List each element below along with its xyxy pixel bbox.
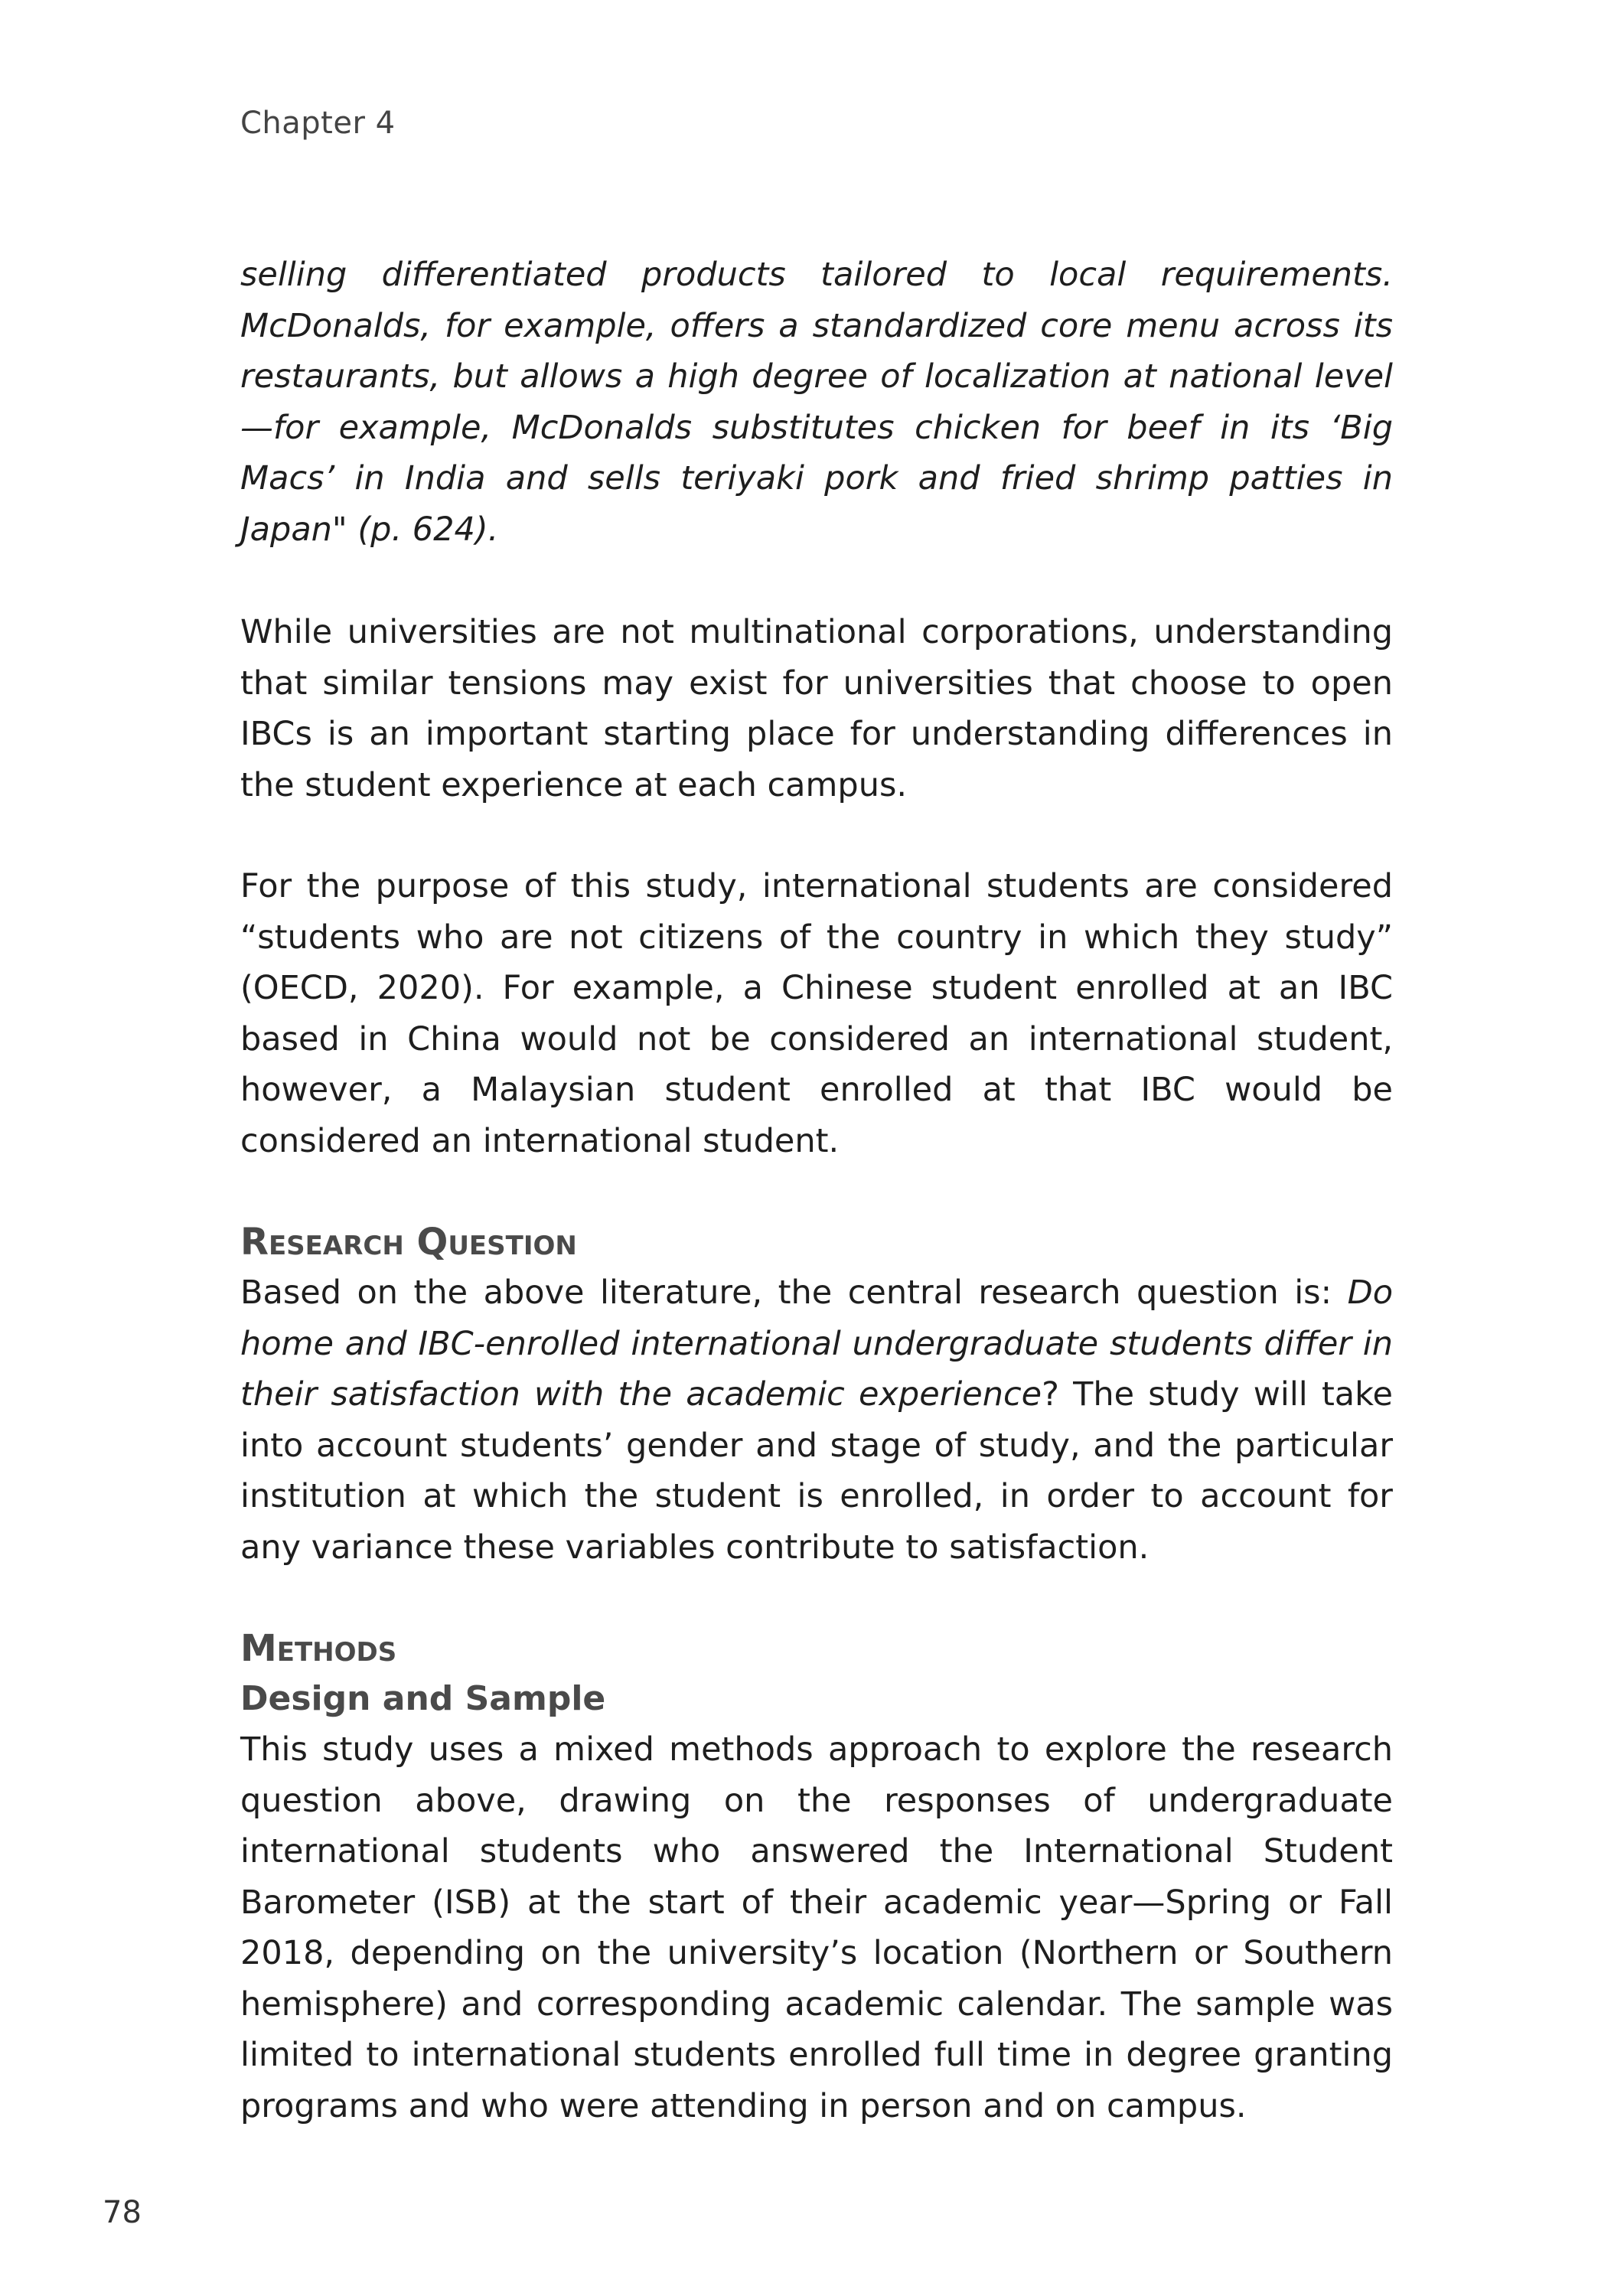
block-quote-continuation: selling differentiated products tailored to local requirements. McDonalds, for example, offers a standardized core menu across its restaurants, but allows a high degree of localization at national level—for example, McDonalds substitutes chicken for beef in its ‘Big Macs’ in India and sells teriyaki pork and fried shrimp patties in Japan" (p. 624).	[240, 256, 1393, 549]
research-question-tail: ? The study will take into account students’ gender and stage of study, and the particular institution at which the student is enrolled, in order to account for any variance these variables contribute to satisfaction.	[240, 1375, 1393, 1567]
body-paragraph: While universities are not multinational corporations, understanding that similar tensions may exist for universities that choose to open IBCs is an important starting place for understanding differences in the student experience at each campus.	[240, 613, 1393, 804]
section-heading-research-question: Research Question	[240, 1221, 577, 1264]
research-question-lead: Based on the above literature, the central research question is:	[240, 1274, 1348, 1312]
research-question-text: Do home and IBC-enrolled international undergraduate students differ in their satisfaction with the academic experience	[240, 1274, 1393, 1414]
research-question-paragraph	[240, 1267, 1393, 1573]
page-body	[240, 249, 1393, 2182]
subheading-design-and-sample: Design and Sample	[240, 1679, 606, 1718]
body-paragraph-definition: For the purpose of this study, international students are considered “students who are not citizens of the country in which they study” (OECD, 2020). For example, a Chinese student enrolled at an IBC based in China would not be considered an international student, however, a Malaysian student enrolled at that IBC would be considered an international student.	[240, 867, 1393, 1160]
methods-paragraph: This study uses a mixed methods approach to explore the research question above, drawing on the responses of undergraduate international students who answered the International Student Barometer (ISB) at the start of their academic year—Spring or Fall 2018, depending on the university’s location (Northern or Southern hemisphere) and corresponding academic calendar. The sample was limited to international students enrolled full time in degree granting programs and who were attending in person and on campus.	[240, 1730, 1393, 2125]
page-number: 78	[103, 2195, 142, 2230]
running-head: Chapter 4	[240, 106, 396, 141]
section-heading-methods: Methods	[240, 1627, 397, 1670]
